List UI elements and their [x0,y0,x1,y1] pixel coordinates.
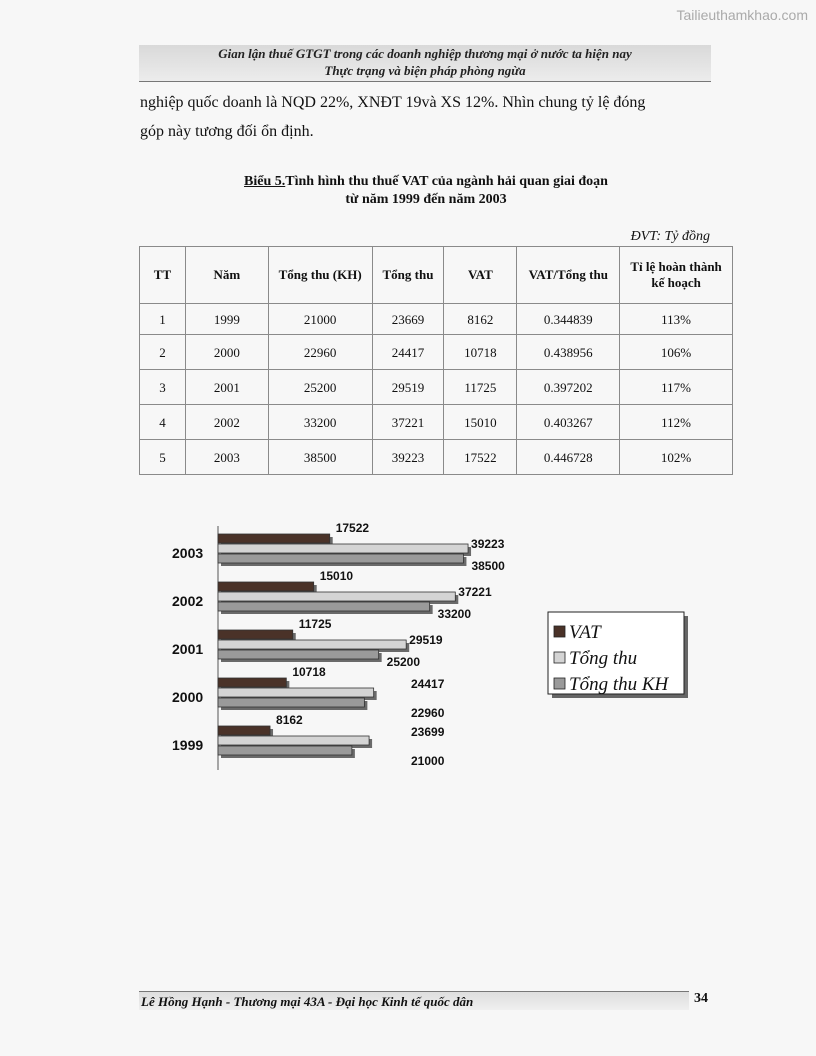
caption-title-1: Tình hình thu thuế VAT của ngành hải quan giai đoạn [285,174,608,189]
table-cell: 102% [620,440,733,475]
table-cell: 24417 [372,335,444,370]
table-cell: 22960 [268,335,372,370]
table-cell: 2003 [185,440,268,475]
chart-bar [218,544,468,553]
chart-bar [218,640,406,649]
chart-data-label: 29519 [409,633,443,647]
caption-title-2: từ năm 1999 đến năm 2003 [345,192,507,207]
chart-bar [218,650,379,659]
table-cell: 2002 [185,405,268,440]
chart-bar [218,554,463,563]
chart-data-label: 37221 [458,585,492,599]
table-row [140,405,733,440]
legend-label: Tổng thu KH [569,674,669,695]
table-cell: 1999 [185,304,268,335]
table-cell: 39223 [372,440,444,475]
chart-bar [218,688,374,697]
chart-category-label: 1999 [172,737,204,753]
chart-category-label: 2001 [172,641,204,657]
table-cell: 0.446728 [517,440,620,475]
legend-label: Tổng thu [569,648,638,669]
chart-bar [218,534,330,543]
legend-swatch [554,626,565,637]
chart-data-label: 8162 [276,713,303,727]
header-line-2: Thực trạng và biện pháp phòng ngừa [324,63,526,78]
chart-data-label: 22960 [411,706,445,720]
header-tong-thu-kh: Tổng thu (KH) [268,247,372,304]
table-cell: 112% [620,405,733,440]
chart-bar [218,592,455,601]
table-cell: 2000 [185,335,268,370]
header-tong-thu: Tổng thu [372,247,444,304]
table-cell: 0.397202 [517,370,620,405]
header-nam: Năm [185,247,268,304]
chart-data-label: 17522 [335,521,370,535]
chart-data-label: 11725 [298,617,332,631]
body-paragraph [140,88,712,146]
table-cell: 29519 [372,370,444,405]
table-cell: 8162 [444,304,517,335]
table-cell: 38500 [268,440,372,475]
header-line-1: Gian lận thuế GTGT trong các doanh nghiệp thương mại ở nước ta hiện nay [218,46,632,61]
table-cell: 4 [140,405,186,440]
table-header-row [140,247,733,304]
table-cell: 10718 [444,335,517,370]
legend-label: VAT [569,622,601,643]
table-cell: 15010 [444,405,517,440]
chart-category-label: 2002 [172,593,204,609]
vat-bar-chart [160,520,700,790]
header-vat: VAT [444,247,517,304]
table-cell: 2001 [185,370,268,405]
table-cell: 1 [140,304,186,335]
header-tt: TT [140,247,186,304]
chart-bar [218,726,270,735]
chart-data-label: 21000 [411,754,445,768]
page-header [139,45,711,82]
table-cell: 25200 [268,370,372,405]
table-cell: 106% [620,335,733,370]
chart-category-label: 2000 [172,689,204,705]
table-row [140,335,733,370]
table-cell: 0.403267 [517,405,620,440]
table-cell: 0.344839 [517,304,620,335]
chart-category-label: 2003 [172,545,204,561]
chart-data-label: 10718 [292,665,326,679]
table-cell: 17522 [444,440,517,475]
table-cell: 21000 [268,304,372,335]
table-cell: 37221 [372,405,444,440]
page-footer: Lê Hồng Hạnh - Thương mại 43A - Đại học Kinh tế quốc dân [139,991,689,1010]
chart-bar [218,698,364,707]
chart-data-label: 24417 [411,677,445,691]
chart-data-label: 15010 [319,569,354,583]
page-number: 34 [694,991,708,1006]
table-row [140,304,733,335]
chart-bar [218,602,430,611]
chart-bar [218,736,369,745]
legend-swatch [554,652,565,663]
table-row [140,440,733,475]
chart-data-label: 33200 [437,607,472,621]
chart-data-label: 39223 [471,537,505,551]
chart-bar [218,678,286,687]
data-table [139,246,733,475]
table-cell: 11725 [444,370,517,405]
body-line-2: góp này tương đối ổn định. [140,123,314,140]
table-cell: 5 [140,440,186,475]
legend-swatch [554,678,565,689]
table-cell: 3 [140,370,186,405]
chart-data-label: 38500 [471,559,505,573]
watermark: Tailieuthamkhao.com [676,7,808,23]
table-cell: 23669 [372,304,444,335]
table-caption [140,173,712,209]
chart-data-label: 25200 [386,655,421,669]
body-line-1: nghiệp quốc doanh là NQD 22%, XNĐT 19và XS 12%. Nhìn chung tỷ lệ đóng [140,94,646,111]
table-cell: 117% [620,370,733,405]
chart-bar [218,746,352,755]
unit-label: ĐVT: Tỷ đồng [630,229,710,244]
header-completion-rate: Tỉ lệ hoàn thành kế hoạch [620,247,733,304]
caption-label: Biểu 5. [244,174,286,189]
chart-data-label: 23699 [411,725,445,739]
chart-bar [218,630,293,639]
header-vat-ratio: VAT/Tổng thu [517,247,620,304]
table-cell: 0.438956 [517,335,620,370]
table-cell: 2 [140,335,186,370]
table-cell: 33200 [268,405,372,440]
table-row [140,370,733,405]
chart-bar [218,582,314,591]
table-cell: 113% [620,304,733,335]
